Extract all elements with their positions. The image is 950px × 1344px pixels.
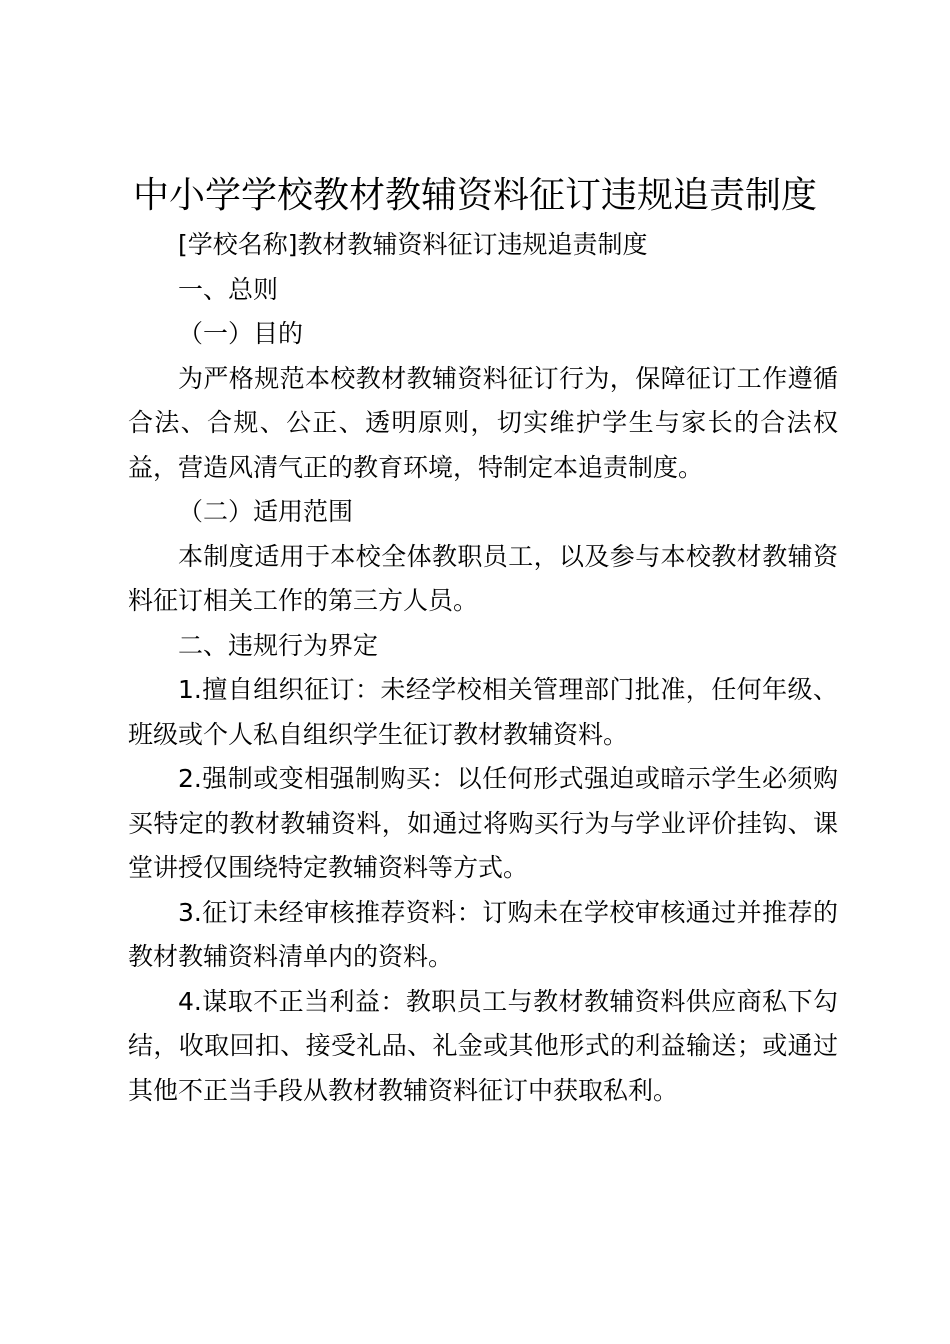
document-title: 中小学学校教材教辅资料征订违规追责制度	[132, 175, 817, 216]
paragraph-violation-2: 2.强制或变相强制购买：以任何形式强迫或暗示学生必须购买特定的教材教辅资料，如通过将购买行为与学业评价挂钩、课堂讲授仅围绕特定教辅资料等方式。	[128, 764, 838, 882]
section-heading-general: 一、总则	[178, 274, 279, 304]
document-body	[128, 223, 838, 1113]
paragraph-scope: 本制度适用于本校全体教职员工，以及参与本校教材教辅资料征订相关工作的第三方人员。	[128, 541, 838, 615]
paragraph-school-name-heading: [学校名称]教材教辅资料征订违规追责制度	[178, 230, 648, 259]
subsection-heading-scope: （二）适用范围	[178, 497, 354, 526]
paragraph-violation-1: 1.擅自组织征订：未经学校相关管理部门批准，任何年级、班级或个人私自组织学生征订教材教辅资料。	[128, 675, 838, 749]
paragraph-purpose: 为严格规范本校教材教辅资料征订行为，保障征订工作遵循合法、合规、公正、透明原则，切实维护学生与家长的合法权益，营造风清气正的教育环境，特制定本追责制度。	[128, 363, 838, 482]
paragraph-violation-4: 4.谋取不正当利益：教职员工与教材教辅资料供应商私下勾结，收取回扣、接受礼品、礼金或其他形式的利益输送；或通过其他不正当手段从教材教辅资料征订中获取私利。	[128, 986, 838, 1105]
section-heading-violations: 二、违规行为界定	[178, 630, 379, 660]
paragraph-violation-3: 3.征订未经审核推荐资料：订购未在学校审核通过并推荐的教材教辅资料清单内的资料。	[128, 897, 838, 971]
subsection-heading-purpose: （一）目的	[178, 319, 304, 348]
